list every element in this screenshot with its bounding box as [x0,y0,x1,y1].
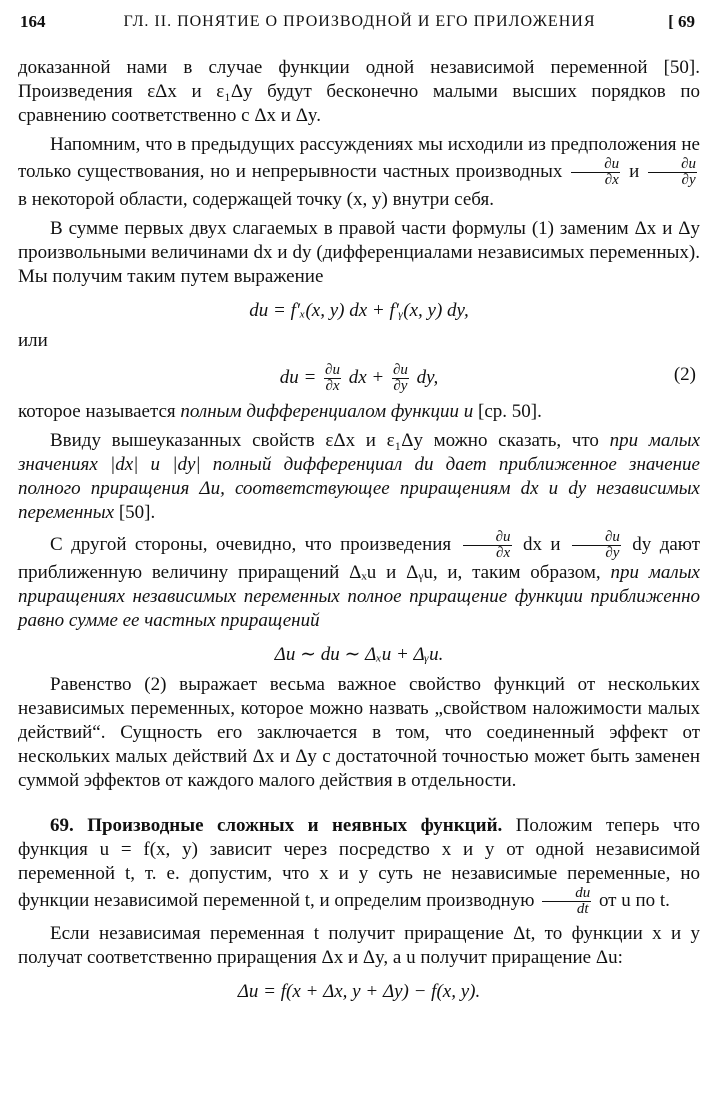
section-marker: [ 69 [668,12,695,31]
p4-italic: полным дифференциалом функции u [180,401,474,422]
p6-text-a: С другой стороны, очевидно, что произведения [50,533,452,555]
partial-u-y-fraction [392,363,409,394]
p6-italic: при малых приращениях независимых переменных полное приращение функции приближенно равно сумме ее частных приращений [18,562,700,631]
paragraph-5 [18,429,700,525]
paragraph-2 [18,133,700,212]
p5-italic: при малых значениях |dx| и |dy| полный дифференциал du дает приближенное значение полного приращения Δu, соответствующее приращениям dx и dy независимых переменных [18,430,700,523]
f2-mid: dx + [348,366,385,388]
frac-num: du [542,886,591,902]
equation-number: (2) [673,364,696,385]
partial-u-x-fraction [463,530,512,561]
formula-total-differential: du = f′ₓ(x, y) dx + f′ᵧ(x, y) dy, [249,300,469,321]
paragraph-4 [18,400,700,424]
p6-text-m2: dy дают приближенную величину приращений Δₓu и Δᵧu, и, таким образом, [18,533,701,583]
p1-text-a: доказанной нами в случае функции одной независимой переменной [18,57,648,78]
p2-text-a: Напомним, что в предыдущих рассуждениях мы исходили из предположения не только существования, но и непрерывности частных производных [18,134,700,182]
formula-2 [18,363,700,394]
sec69-text-b: от u по t. [598,889,670,911]
frac-den: dt [576,901,589,917]
p4-text-a: которое называется [18,401,176,422]
f2-end: dy, [416,366,439,388]
frac-num: ∂u [392,362,408,378]
partial-u-x-fraction [324,363,341,394]
frac-den: ∂y [605,545,620,561]
p5-text-b: [50]. [118,502,156,523]
frac-den: ∂y [393,378,408,394]
paragraph-1 [18,56,700,128]
frac-num: ∂u [571,157,620,173]
frac-num: ∂u [463,530,512,546]
section-heading: 69. Производные сложных и неявных функций. [50,815,503,836]
p2-and: и [629,160,640,182]
du-dt-fraction [542,886,591,917]
sec69-text-a: Положим теперь что функция u = f(x, y) зависит через посредство x и y от одной независимой переменной t, т. е. допустим, что x и y суть не независимые переменные, но функции независимой переменной t, и определим производную [18,815,700,911]
paragraph-7: Равенство (2) выражает весьма важное свойство функций от нескольких независимых переменных, которое можно назвать „свойством наложимости малых действий“. Сущность его заключается в том, что соединенный эффект от нескольких малых действий Δx и Δy с достаточной точностью может быть заменен суммой эффектов от каждого малого действия в отдельности. [18,674,700,791]
formula-approximation: Δu ∼ du ∼ Δₓu + Δᵧu. [274,644,444,665]
p2-text-b: в некоторой области, содержащей точку (x, y) внутри себя. [18,189,494,210]
section-spacer [18,798,700,814]
formula-increment: Δu = f(x + Δx, y + Δy) − f(x, y). [237,981,481,1002]
p6-text-m1: dx и [522,533,561,555]
partial-u-y-fraction [572,530,621,561]
frac-num: ∂u [648,157,697,173]
p1-text-b: [50]. Произведения εΔx и ε₁Δy будут бесконечно малыми высших порядков по сравнению соответственно с Δx и Δy. [18,57,700,126]
or-label: или [18,330,48,351]
paragraph-3: В сумме первых двух слагаемых в правой части формулы (1) заменим Δx и Δy произвольными величинами dx и dy (дифференциалами независимых переменных). Мы получим таким путем выражение [18,218,700,287]
frac-den: ∂x [325,378,340,394]
page-number: 164 [20,12,46,31]
running-title: ГЛ. II. ПОНЯТИЕ О ПРОИЗВОДНОЙ И ЕГО ПРИЛОЖЕНИЯ [123,13,596,30]
paragraph-6 [18,530,700,633]
partial-u-x-fraction [571,157,620,188]
frac-den: ∂x [496,545,511,561]
p5-text-a: Ввиду вышеуказанных свойств εΔx и ε₁Δy можно сказать, что [50,430,599,451]
p4-text-b: [ср. 50]. [478,401,542,422]
page-body [18,56,700,1010]
f2-lhs: du = [279,366,317,388]
frac-den: ∂y [681,172,696,188]
paragraph-8: Если независимая переменная t получит приращение Δt, то функции x и y получат соответственно приращения Δx и Δy, а u получит приращение Δu: [18,923,700,968]
section-69 [18,814,700,917]
frac-num: ∂u [325,362,340,378]
frac-num: ∂u [572,530,621,546]
partial-u-y-fraction [648,157,697,188]
frac-den: ∂x [604,172,619,188]
page-header [16,12,703,42]
